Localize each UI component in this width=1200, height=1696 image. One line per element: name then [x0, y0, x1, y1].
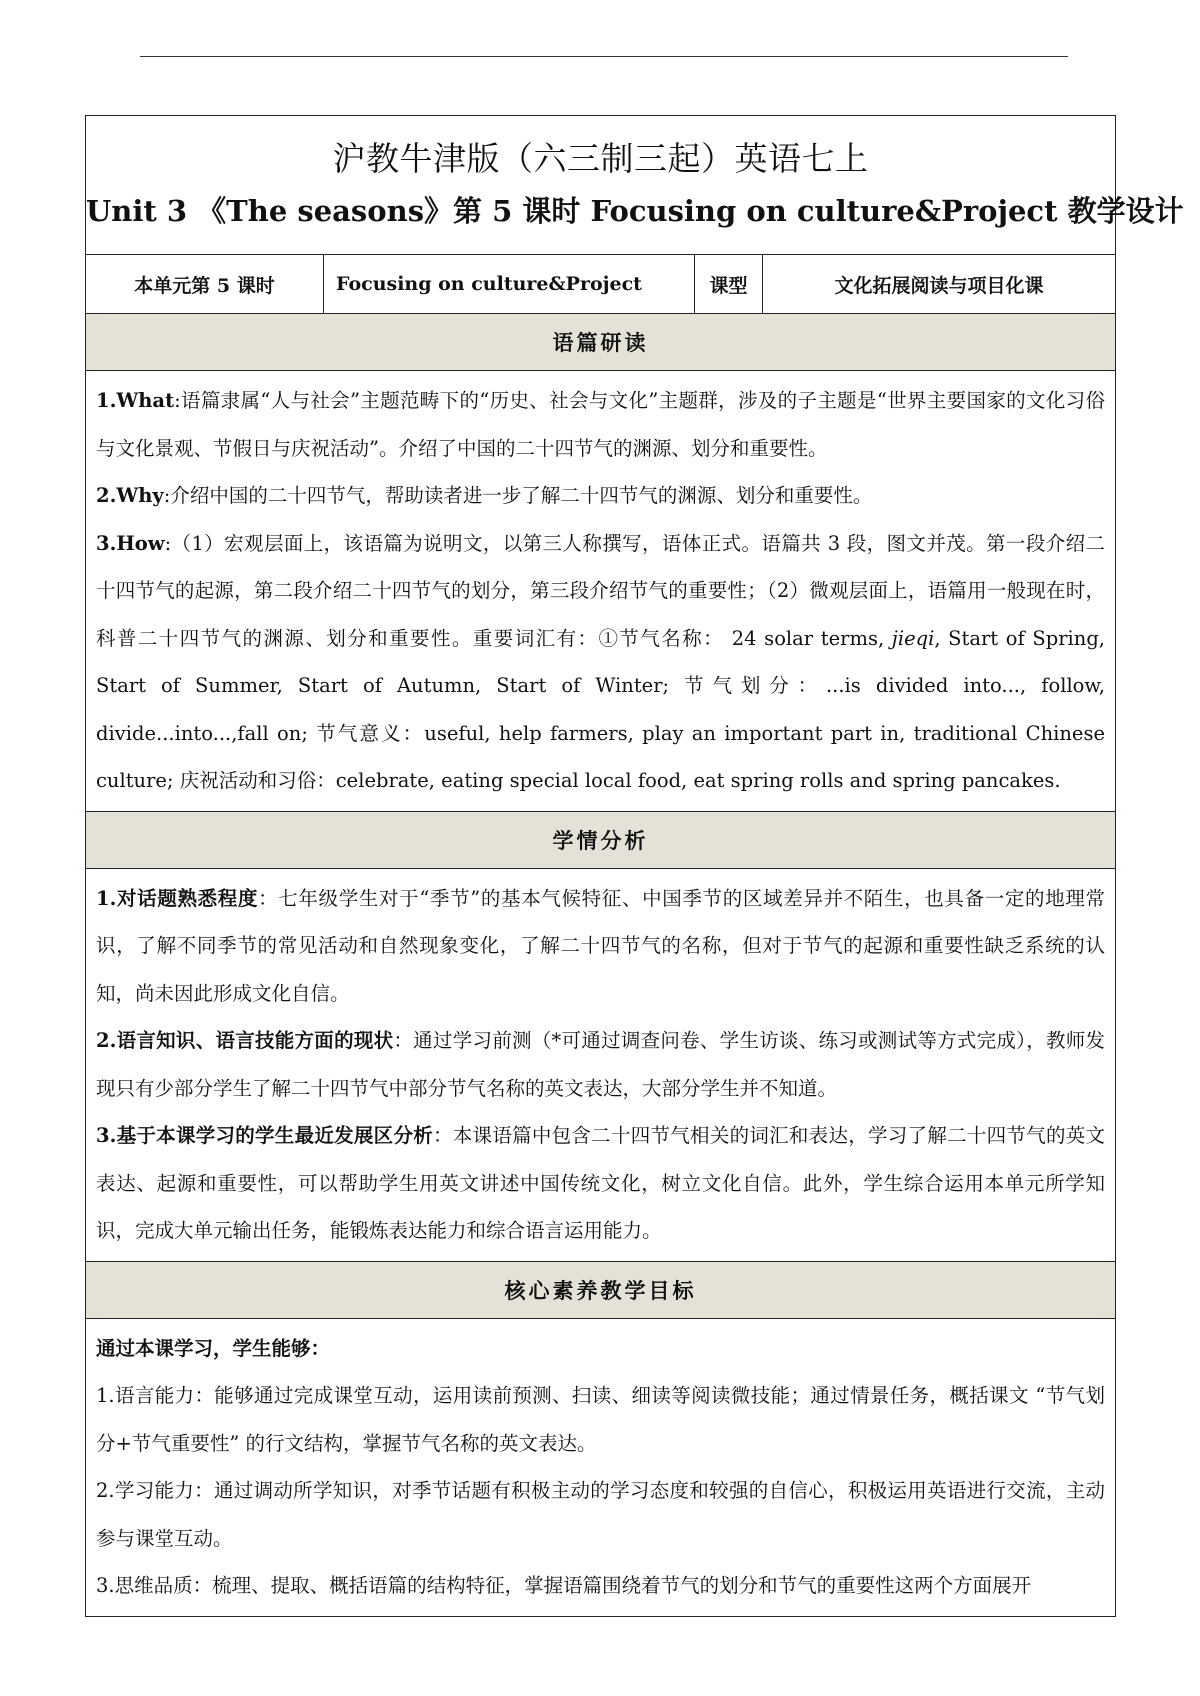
- document-subtitle: Unit 3 《The seasons》第 5 课时 Focusing on culture&Project 教学设计: [86, 194, 1184, 228]
- document-title: 沪教牛津版（六三制三起）英语七上: [332, 139, 869, 178]
- section-heading-text-study: 语篇研读: [86, 314, 1116, 371]
- header-rule: [140, 56, 1068, 57]
- what-text: :语篇隶属“人与社会”主题范畴下的“历史、社会与文化”主题群，涉及的子主题是“世界主要国家的文化习俗与文化景观、节假日与庆祝活动”。介绍了中国的二十四节气的渊源、划分和重要性。: [96, 389, 1106, 460]
- section-heading-goals: 核心素养教学目标: [86, 1261, 1116, 1318]
- learner-analysis-body: [86, 868, 1116, 1261]
- section-heading-learner-analysis: 学情分析: [86, 811, 1116, 868]
- learner-paragraph-1: [96, 875, 1105, 1018]
- learner-text-3: ：本课语篇中包含二十四节气相关的词汇和表达，学习了解二十四节气的英文表达、起源和重要性，可以帮助学生用英文讲述中国传统文化，树立文化自信。此外，学生综合运用本单元所学知识，完成大单元输出任务，能锻炼表达能力和综合语言运用能力。: [96, 1124, 1106, 1242]
- goal-3: 3.思维品质：梳理、提取、概括语篇的结构特征，掌握语篇围绕着节气的划分和节气的重要性这两个方面展开: [96, 1574, 1032, 1597]
- why-label: 2.Why: [96, 484, 164, 507]
- why-text: :介绍中国的二十四节气，帮助读者进一步了解二十四节气的渊源、划分和重要性。: [163, 484, 873, 507]
- how-italic: jieqi: [891, 626, 935, 650]
- type-label: 课型: [695, 255, 763, 314]
- how-paragraph: [96, 520, 1105, 805]
- learner-label-3: 3.基于本课学习的学生最近发展区分析: [96, 1124, 433, 1147]
- period-value: Focusing on culture&Project: [324, 255, 695, 314]
- learner-text-2: ：通过学习前测（*可通过调查问卷、学生访谈、练习或测试等方式完成），教师发现只有少部分学生了解二十四节气中部分节气名称的英文表达，大部分学生并不知道。: [96, 1029, 1106, 1100]
- text-study-body: [86, 371, 1116, 812]
- how-label: 3.How: [96, 531, 165, 555]
- info-row: [86, 255, 1116, 314]
- lesson-plan-table: [85, 115, 1184, 1617]
- goals-intro: 通过本课学习，学生能够：: [96, 1336, 331, 1360]
- why-paragraph: [96, 472, 1105, 520]
- learner-label-1: 1.对话题熟悉程度: [96, 886, 259, 910]
- learner-text-1: ：七年级学生对于“季节”的基本气候特征、中国季节的区域差异并不陌生，也具备一定的地理常识，了解不同季节的常见活动和自然现象变化，了解二十四节气的名称，但对于节气的起源和重要性缺乏系统的认知，尚未因此形成文化自信。: [96, 886, 1106, 1005]
- learner-label-2: 2.语言知识、语言技能方面的现状: [96, 1029, 394, 1052]
- learner-paragraph-3: [96, 1112, 1105, 1255]
- goal-1: 1.语言能力：能够通过完成课堂互动，运用读前预测、扫读、细读等阅读微技能；通过情景任务，概括课文 “节气划分+节气重要性” 的行文结构，掌握节气名称的英文表达。: [96, 1384, 1106, 1455]
- goal-2: 2.学习能力：通过调动所学知识，对季节话题有积极主动的学习态度和较强的自信心，积极运用英语进行交流，主动参与课堂互动。: [96, 1479, 1106, 1550]
- how-text-2: , Start of Spring, Start of Summer, Start of Autumn, Start of Winter; 节气划分：...is divided into..., follow, divide...into...,fall on; 节气意义：useful, help farmers, play an important part in, traditional Chinese culture; 庆祝活动和习俗：celebrate, eating special local food, eat spring rolls and spring pancakes.: [96, 626, 1106, 792]
- period-label: 本单元第 5 课时: [86, 255, 324, 314]
- what-label: 1.What: [96, 389, 175, 412]
- what-paragraph: [96, 377, 1105, 472]
- how-text-1: :（1）宏观层面上，该语篇为说明文，以第三人称撰写，语体正式。语篇共 3 段，图文并茂。第一段介绍二十四节气的起源，第二段介绍二十四节气的划分，第三段介绍节气的重要性；（2）微观层面上，语篇用一般现在时，科普二十四节气的渊源、划分和重要性。重要词汇有：①节气名称： 24 solar terms,: [96, 531, 1106, 650]
- goals-body: [86, 1318, 1116, 1616]
- learner-paragraph-2: [96, 1017, 1105, 1112]
- title-cell: [86, 116, 1184, 255]
- type-value: 文化拓展阅读与项目化课: [763, 255, 1116, 314]
